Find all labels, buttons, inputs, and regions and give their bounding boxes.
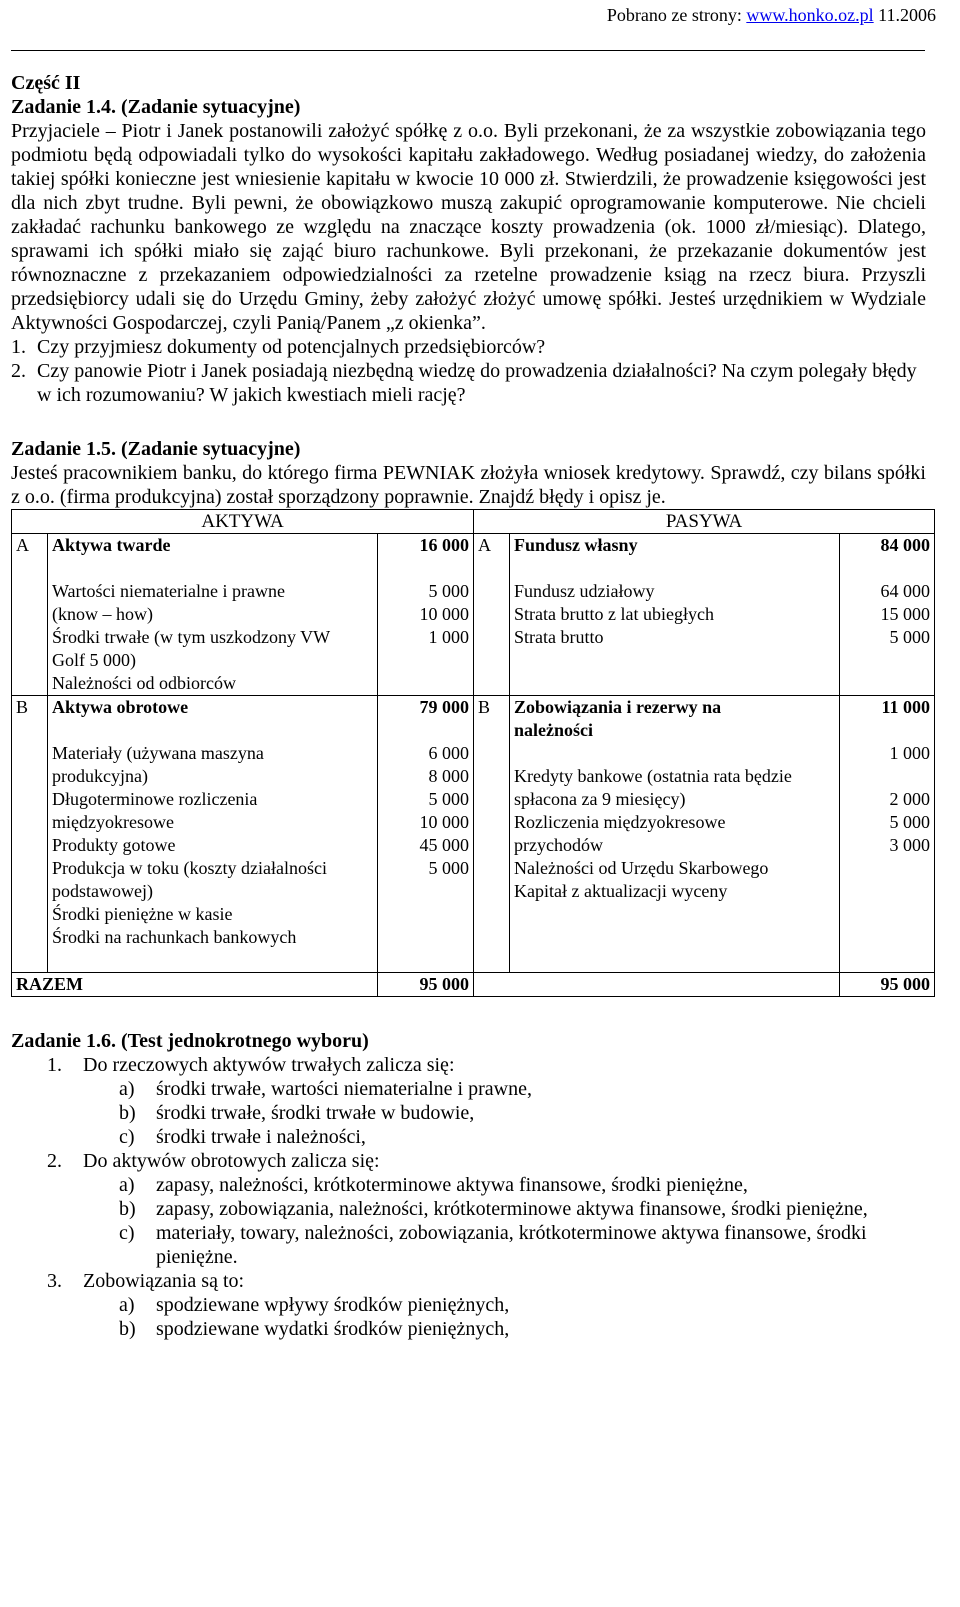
option-text: spodziewane wpływy środków pieniężnych, [156,1294,510,1316]
cell-value: 10 000 [419,604,470,624]
b-items [48,742,378,973]
cell-value: 6 000 [428,743,470,763]
razem-pasywa: 95 000 [840,973,935,997]
a-values [378,557,474,696]
task16-title: Zadanie 1.6. (Test jednokrotnego wyboru) [11,1030,369,1052]
cell-value: 8 000 [428,766,470,786]
cell-line: Golf 5 000) [52,650,136,670]
option-letter: b) [119,1198,136,1220]
row-total: 16 000 [378,534,474,558]
answer-option [11,1077,926,1101]
test-question [11,1149,926,1269]
question-number: 3. [47,1270,62,1292]
cell-line: przychodów [514,835,603,855]
answer-option [11,1101,926,1125]
answer-option [11,1293,926,1317]
cell-value: 1 000 [889,743,931,763]
option-letter: b) [119,1318,136,1340]
row-letter: B [12,696,48,743]
task15-title: Zadanie 1.5. (Zadanie sytuacyjne) [11,438,301,460]
document-body [11,71,931,1341]
answer-option [11,1221,926,1269]
cell-line: Kredyty bankowe (ostatnia rata będzie [514,766,792,786]
question-text: Zobowiązania są to: [83,1270,245,1292]
cell-line: Środki trwałe (w tym uszkodzony VW [52,627,331,647]
cell-value: 64 000 [880,581,931,601]
cell-value: 5 000 [889,812,931,832]
cell-value: 2 000 [889,789,931,809]
cell-value: 1 000 [428,627,470,647]
header-prefix: Pobrano ze strony: [606,5,747,25]
row-title: Aktywa obrotowe [48,696,378,743]
option-letter: a) [119,1294,135,1316]
cell-line: Rozliczenia międzyokresowe [514,812,726,832]
option-text: zapasy, należności, krótkoterminowe aktywa finansowe, środki pieniężne, [156,1174,748,1196]
test-question [11,1269,926,1341]
row-title: Fundusz własny [510,534,840,558]
row-letter: A [474,534,510,558]
option-text: środki trwałe, wartości niematerialne i prawne, [156,1078,532,1100]
question-text: Czy przyjmiesz dokumenty od potencjalnych przedsiębiorców? [37,336,546,358]
cell-line: Zobowiązania i rezerwy na [514,697,722,717]
cell-line: Środki na rachunkach bankowych [52,927,297,947]
option-text: materiały, towary, należności, zobowiązania, krótkoterminowe aktywa finansowe, środki pieniężne. [156,1222,867,1268]
answer-option [11,1173,926,1197]
option-text: środki trwałe, środki trwałe w budowie, [156,1102,475,1124]
pa-values [840,557,935,696]
option-letter: b) [119,1102,136,1124]
row-total: 11 000 [840,696,935,743]
cell-line: Należności od Urzędu Skarbowego [514,858,769,878]
pb-values [840,742,935,973]
cell-line: podstawowej) [52,881,153,901]
task14-questions [11,335,926,407]
row-title [510,696,840,743]
task14-title: Zadanie 1.4. (Zadanie sytuacyjne) [11,96,301,118]
cell-line: międzyokresowe [52,812,174,832]
question-number: 2. [47,1150,62,1172]
cell-line: Środki pieniężne w kasie [52,904,233,924]
question-text: Czy panowie Piotr i Janek posiadają niezbędną wiedzę do prowadzenia działalności? Na czym polegały błędy w ich rozumowaniu? W jakich kwestiach mieli rację? [37,360,917,406]
answer-options [83,1077,926,1149]
page-header [0,3,936,27]
question-number: 2. [11,360,26,382]
answer-option [11,1317,926,1341]
pa-items [510,557,840,696]
razem-label: RAZEM [12,973,378,997]
option-letter: c) [119,1222,135,1244]
cell-value: 45 000 [419,835,470,855]
part-title: Część II [11,72,81,94]
a-items [48,557,378,696]
balance-table [11,509,935,997]
option-letter: a) [119,1078,135,1100]
option-letter: a) [119,1174,135,1196]
cell-line: spłacona za 9 miesięcy) [514,789,686,809]
cell-line: Należności od odbiorców [52,673,236,693]
task14-question [11,359,926,407]
answer-option [11,1197,926,1221]
answer-options [83,1293,926,1341]
question-number: 1. [47,1054,62,1076]
answer-options [83,1173,926,1269]
question-number: 1. [11,336,26,358]
row-total: 79 000 [378,696,474,743]
cell-line: Kapitał z aktualizacji wyceny [514,881,728,901]
option-text: zapasy, zobowiązania, należności, krótkoterminowe aktywa finansowe, środki pieniężne, [156,1198,868,1220]
cell-line: Strata brutto [514,627,604,647]
cell-value: 5 000 [428,789,470,809]
option-letter: c) [119,1126,135,1148]
cell-line: Produkcja w toku (koszty działalności [52,858,327,878]
cell-value: 10 000 [419,812,470,832]
cell-value: 5 000 [889,627,931,647]
option-text: środki trwałe i należności, [156,1126,366,1148]
task15-paragraph: Jesteś pracownikiem banku, do którego firma PEWNIAK złożyła wniosek kredytowy. Sprawdź, czy bilans spółki z o.o. (firma produkcyjna) został sporządzony poprawnie. Znajdź błędy i opisz je. [11,462,926,508]
cell-line: (know – how) [52,604,153,624]
cell-value: 15 000 [880,604,931,624]
answer-option [11,1125,926,1149]
source-link[interactable]: www.honko.oz.pl [746,5,874,25]
row-letter: A [12,534,48,558]
cell-line: Strata brutto z lat ubiegłych [514,604,714,624]
b-values [378,742,474,973]
table-header-row [12,510,935,534]
table-row [12,696,935,743]
pasywa-header: PASYWA [474,510,935,534]
test-question [11,1053,926,1149]
question-text: Do rzeczowych aktywów trwałych zalicza się: [83,1054,455,1076]
table-row [12,742,935,973]
aktywa-header: AKTYWA [12,510,474,534]
cell-line: Długoterminowe rozliczenia [52,789,258,809]
task16-questions [11,1053,926,1341]
balance-sheet [11,509,931,997]
cell-line: produkcyjna) [52,766,148,786]
cell-value: 5 000 [428,858,470,878]
task14-paragraph: Przyjaciele – Piotr i Janek postanowili założyć spółkę z o.o. Byli przekonani, że za wszystkie zobowiązania tego podmiotu będą odpowiadali tylko do wysokości kapitału zakładowego. Według posiadanej wiedzy, do założenia takiej spółki konieczne jest wniesienie kapitału w kwocie 10 000 zł. Stwierdzili, że prowadzenie księgowości jest dla nich zbyt trudne. Byli pewni, że obowiązkowo muszą zakupić oprogramowanie komputerowe. Nie chcieli zakładać rachunku bankowego ze względu na znaczące koszty prowadzenia (ok. 1000 zł/miesiąc). Dlatego, sprawami ich spółki miało się zająć biuro rachunkowe. Byli przekonani, że przekazanie dokumentów jest równoznaczne z przekazaniem odpowiedzialności za rzetelne prowadzenie ksiąg na rzecz biura. Przyszli przedsiębiorcy udali się do Urzędu Gminy, żeby założyć złożyć umowę spółki. Jesteś urzędnikiem w Wydziale Aktywności Gospodarczej, czyli Panią/Panem „z okienka”. [11,120,926,334]
razem-row [12,973,935,997]
row-title: Aktywa twarde [48,534,378,558]
row-letter: B [474,696,510,743]
header-date: 11.2006 [873,5,936,25]
question-text: Do aktywów obrotowych zalicza się: [83,1150,380,1172]
cell-line: Produkty gotowe [52,835,176,855]
cell-line: Wartości niematerialne i prawne [52,581,285,601]
table-row [12,557,935,696]
option-text: spodziewane wydatki środków pieniężnych, [156,1318,510,1340]
razem-aktywa: 95 000 [378,973,474,997]
cell-line: należności [514,720,594,740]
cell-value: 3 000 [889,835,931,855]
cell-value: 5 000 [428,581,470,601]
row-total: 84 000 [840,534,935,558]
header-rule [11,50,925,51]
cell-line: Materiały (używana maszyna [52,743,264,763]
task14-question [11,335,926,359]
cell-line: Fundusz udziałowy [514,581,655,601]
table-row [12,534,935,558]
pb-items [510,742,840,973]
